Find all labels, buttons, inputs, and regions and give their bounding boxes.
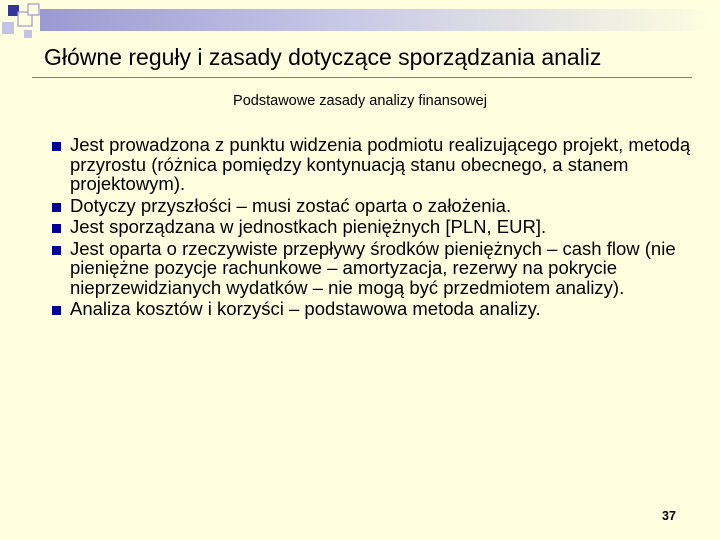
bullet-item <box>52 135 692 194</box>
bullet-list <box>52 135 692 321</box>
title-divider <box>32 77 692 78</box>
bullet-text: Jest oparta o rzeczywiste przepływy środków pieniężnych – cash flow (nie pieniężne pozycje rachunkowe – amortyzacja, rezerwy na pokrycie nieprzewidzianych wydatków – nie mogą być przedmiotem analizy). <box>70 237 676 298</box>
bullet-item <box>52 299 692 319</box>
header-square-light <box>2 22 14 34</box>
square-bullet-icon <box>52 203 61 212</box>
bullet-text: Dotyczy przyszłości – musi zostać oparta o założenia. <box>70 194 512 216</box>
square-bullet-icon <box>52 142 61 151</box>
slide-header-decoration <box>0 0 720 40</box>
slide-subtitle: Podstawowe zasady analizy finansowej <box>233 93 487 109</box>
header-square-outline-2 <box>28 4 39 15</box>
bullet-item <box>52 239 692 298</box>
header-square-dark <box>8 5 19 16</box>
square-bullet-icon <box>52 246 61 255</box>
bullet-text: Jest prowadzona z punktu widzenia podmiotu realizującego projekt, metodą przyrostu (różnica pomiędzy kontynuacją stanu obecnego, a stanem projektowym). <box>70 134 691 194</box>
page-number: 37 <box>662 509 676 523</box>
header-gradient-bar <box>40 9 720 31</box>
bullet-text: Analiza kosztów i korzyści – podstawowa metoda analizy. <box>70 298 541 319</box>
slide-title: Główne reguły i zasady dotyczące sporządzania analiz <box>44 44 602 70</box>
bullet-item <box>52 217 692 237</box>
header-square-small <box>24 30 32 38</box>
bullet-item <box>52 196 692 216</box>
bullet-text: Jest sporządzana w jednostkach pieniężnych [PLN, EUR]. <box>70 216 547 237</box>
square-bullet-icon <box>52 306 61 315</box>
square-bullet-icon <box>52 224 61 233</box>
